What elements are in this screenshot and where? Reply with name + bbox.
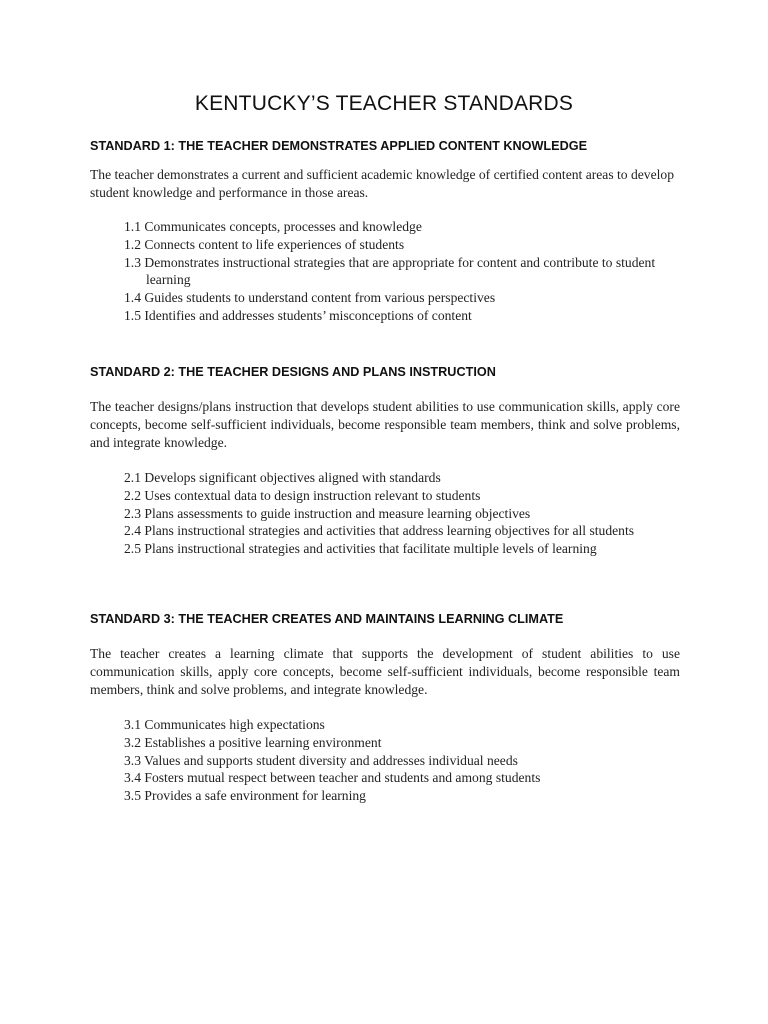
list-item: 3.1 Communicates high expectations — [124, 717, 325, 732]
list-item: 3.3 Values and supports student diversity and addresses individual needs — [124, 752, 518, 768]
standard-1-description: The teacher demonstrates a current and sufficient academic knowledge of certified content areas to develop student knowledge and performance in those areas. — [90, 167, 675, 200]
document-title: KENTUCKY’S TEACHER STANDARDS — [194, 92, 574, 115]
list-item: 1.1 Communicates concepts, processes and knowledge — [124, 219, 422, 234]
standard-2-section — [90, 364, 680, 558]
list-item: 1.5 Identifies and addresses students’ misconceptions of content — [124, 307, 472, 323]
standard-1-list — [90, 218, 680, 325]
list-item: 2.3 Plans assessments to guide instruction and measure learning objectives — [124, 505, 531, 521]
list-item: 3.4 Fosters mutual respect between teacher and students and among students — [124, 770, 541, 786]
list-item: 3.5 Provides a safe environment for learning — [124, 788, 366, 804]
standard-3-heading: STANDARD 3: THE TEACHER CREATES AND MAINTAINS LEARNING CLIMATE — [90, 611, 564, 626]
list-item: 2.4 Plans instructional strategies and activities that address learning objectives for all students — [124, 523, 635, 539]
list-item: 2.1 Develops significant objectives aligned with standards — [124, 470, 441, 485]
standard-1-heading: STANDARD 1: THE TEACHER DEMONSTRATES APPLIED CONTENT KNOWLEDGE — [90, 138, 588, 153]
list-item: 3.2 Establishes a positive learning environment — [124, 734, 382, 750]
list-item: 2.5 Plans instructional strategies and activities that facilitate multiple levels of learning — [124, 541, 597, 557]
standard-2-description: The teacher designs/plans instruction that develops student abilities to use communication skills, apply core concepts, become self-sufficient individuals, become responsible team members, think and solve problems, and integrate knowledge. — [90, 399, 680, 450]
standard-3-list — [90, 716, 680, 805]
standard-1-section — [90, 138, 680, 325]
standard-2-list — [90, 469, 680, 558]
standard-2-heading: STANDARD 2: THE TEACHER DESIGNS AND PLANS INSTRUCTION — [90, 364, 496, 379]
list-item: 1.2 Connects content to life experiences of students — [124, 236, 405, 252]
list-item: 2.2 Uses contextual data to design instruction relevant to students — [124, 487, 481, 503]
list-item: 1.4 Guides students to understand content from various perspectives — [124, 290, 496, 306]
standard-3-section — [90, 611, 680, 805]
standard-3-description: The teacher creates a learning climate that supports the development of student abilities to use communication skills, apply core concepts, become self-sufficient individuals, become responsible team members, think and solve problems, and integrate knowledge. — [90, 646, 680, 697]
list-item: 1.3 Demonstrates instructional strategies that are appropriate for content and contribute to student learning — [124, 254, 656, 288]
